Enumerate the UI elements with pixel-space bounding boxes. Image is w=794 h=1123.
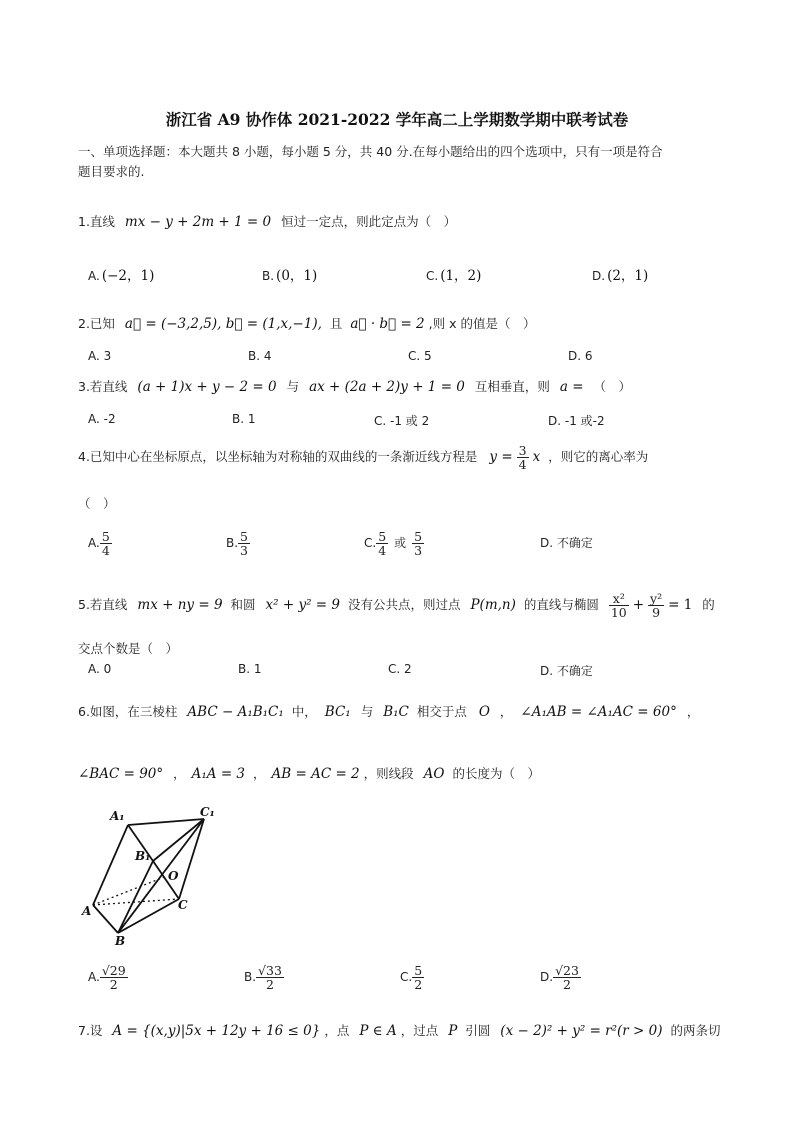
q5-option-c[interactable]: [388, 662, 412, 676]
fraction-denominator: 3: [240, 543, 248, 558]
option-fraction-2: [412, 530, 424, 557]
q6-line2-comma-2: ，: [253, 766, 266, 781]
label-c1: C₁: [200, 805, 215, 819]
q3-with: 与: [286, 379, 300, 394]
q6-comma-2: ，: [686, 704, 700, 719]
q1-expression: mx − y + 2m + 1 = 0: [124, 214, 272, 230]
question-3: [78, 377, 631, 395]
q6-comma: ，: [499, 704, 513, 719]
q4-fraction: [517, 444, 529, 471]
q3-option-b[interactable]: [232, 412, 256, 426]
fraction-denominator: 3: [414, 543, 423, 558]
option-fraction: [238, 530, 250, 557]
q7-expression-4: (x − 2)² + y² = r²(r > 0): [500, 1023, 663, 1039]
fraction-denominator: 4: [101, 543, 110, 558]
q7-mid: ，点: [324, 1023, 350, 1038]
q6-expression-2: BC₁: [324, 704, 351, 720]
fraction-numerator: √29: [101, 963, 126, 978]
fraction-numerator: 3: [518, 443, 527, 458]
q5-mid-3: 的直线与椭圆: [523, 597, 599, 612]
q6-expression-5: ∠A₁AB = ∠A₁AC = 60°: [520, 704, 677, 720]
q4-text: 4.已知中心在坐标原点，以坐标轴为对称轴的双曲线的一条渐近线方程是: [78, 449, 478, 464]
q1-option-b[interactable]: [262, 264, 317, 284]
option-label: C.: [408, 349, 421, 363]
q7-expression-2: P ∈ A: [359, 1023, 397, 1039]
label-b1: B₁: [135, 849, 151, 863]
option-fraction: [376, 530, 388, 557]
q5-suffix: 的: [702, 597, 715, 612]
q6-option-d[interactable]: [540, 964, 581, 991]
q3-suffix-2: （ ）: [593, 379, 632, 394]
q6-line-2: [78, 764, 540, 782]
section-instructions-line2: 题目要求的.: [78, 164, 145, 179]
fraction-denominator: 4: [518, 457, 527, 472]
option-label: B.: [226, 536, 239, 550]
option-label: C.: [426, 269, 439, 283]
option-label: C.: [364, 536, 377, 550]
fraction-denominator: 2: [563, 977, 571, 992]
q5-plus: +: [632, 597, 645, 613]
q3-expression-2: ax + (2a + 2)y + 1 = 0: [309, 379, 465, 395]
q1-option-c[interactable]: [426, 264, 481, 284]
option-value: 3: [103, 349, 112, 363]
option-value: 0: [103, 662, 112, 676]
fraction-denominator: 10: [610, 605, 627, 620]
section-instructions-line1: 一、单项选择题：本大题共 8 小题，每小题 5 分，共 40 分.在每小题给出的四个选项中，只有一项是符合: [78, 144, 663, 159]
q2-option-d[interactable]: [568, 349, 593, 363]
option-value: 1: [253, 662, 262, 676]
edge-c1-c: [179, 819, 204, 899]
option-label: D.: [568, 349, 582, 363]
q6-line2-expression-1: ∠BAC = 90°: [78, 766, 164, 782]
option-value: (0，1): [276, 268, 318, 284]
fraction-denominator: 2: [109, 977, 118, 992]
q6-option-c[interactable]: [400, 964, 424, 991]
q6-line2-suffix: 的长度为（ ）: [452, 766, 540, 781]
page-title: 浙江省 A9 协作体 2021-2022 学年高二上学期数学期中联考试卷: [165, 110, 629, 129]
q5-expression-3: P(m,n): [470, 597, 516, 613]
q6-expression-3: B₁C: [383, 704, 409, 720]
q6-mid: 中，: [291, 704, 317, 719]
q4-suffix: ，则它的离心率为: [548, 449, 649, 464]
fraction-numerator: 5: [378, 529, 387, 544]
edge-b1-c1: [153, 819, 204, 861]
q1-suffix: 恒过一定点，则此定点为（ ）: [281, 214, 457, 229]
q6-expression: ABC − A₁B₁C₁: [187, 704, 284, 720]
q6-line2-mid: ，则线段: [363, 766, 414, 781]
q5-prefix: 5.若直线: [78, 597, 128, 612]
option-value: 4: [263, 349, 272, 363]
option-value: -2: [103, 412, 116, 426]
q1-option-d[interactable]: [592, 264, 648, 284]
fraction-numerator: y²: [650, 591, 663, 606]
q4-option-b[interactable]: [226, 530, 250, 557]
option-or: 或: [394, 536, 407, 550]
q4-option-c[interactable]: [364, 530, 424, 557]
option-label: A.: [88, 349, 100, 363]
q5-and-circle: 和圆: [230, 597, 256, 612]
fraction-denominator: 2: [414, 977, 423, 992]
fraction-numerator: 5: [414, 529, 423, 544]
q4-expr-lhs: y =: [489, 449, 513, 465]
fraction-denominator: 2: [266, 977, 274, 992]
option-value: 1: [247, 412, 256, 426]
q6-line2-comma-1: ，: [173, 766, 186, 781]
q2-option-b[interactable]: [248, 349, 272, 363]
fraction-denominator: 4: [378, 543, 387, 558]
q5-mid-2: 没有公共点，则过点: [347, 597, 461, 612]
option-value: -1 或-2: [564, 414, 605, 428]
question-4: [78, 444, 648, 471]
diagonal-b-c1: [118, 819, 204, 933]
fraction-numerator: 5: [414, 963, 423, 978]
fraction-denominator: 9: [652, 605, 661, 620]
question-1: [78, 212, 456, 230]
question-2: [78, 314, 535, 332]
q4-option-a[interactable]: [88, 530, 112, 557]
question-5: [78, 592, 715, 619]
label-a1: A₁: [110, 809, 125, 823]
option-value: (−2，1): [101, 268, 155, 284]
q2-option-c[interactable]: [408, 349, 432, 363]
q7-prefix: 7.设: [78, 1023, 103, 1038]
option-fraction: [100, 530, 112, 557]
option-label: A.: [88, 412, 100, 426]
option-label: B.: [244, 970, 257, 984]
q5-expression-2: x² + y² = 9: [265, 597, 340, 613]
option-label: D.: [540, 664, 554, 678]
option-label: B.: [232, 412, 245, 426]
q3-option-d[interactable]: [548, 412, 605, 429]
q1-prefix: 1.直线: [78, 214, 115, 229]
q7-expression-3: P: [448, 1023, 458, 1039]
q5-line-2: 交点个数是（ ）: [78, 641, 179, 656]
q1-option-a[interactable]: [88, 264, 154, 284]
fraction-numerator: √23: [555, 963, 579, 978]
option-label: A.: [88, 662, 100, 676]
edge-a-b: [93, 905, 118, 933]
q4-expr-var: x: [532, 449, 541, 465]
option-value: (1，2): [440, 268, 482, 284]
q2-expression-2: a⃗ · b⃗ = 2: [350, 316, 425, 332]
fraction-numerator: x²: [609, 592, 629, 606]
question-7: [78, 1021, 721, 1039]
edge-a1-a: [93, 825, 128, 905]
option-label: B.: [238, 662, 251, 676]
q5-fraction-1: [609, 592, 629, 619]
q5-option-a[interactable]: [88, 662, 111, 676]
q2-and: 且: [329, 316, 343, 331]
option-label: D.: [540, 536, 554, 550]
option-value: 5: [424, 349, 432, 363]
edge-a1-c1: [128, 819, 204, 825]
q6-mid-2: 与: [360, 704, 374, 719]
option-value: 2: [404, 662, 412, 676]
option-fraction: [553, 964, 581, 991]
q6-expression-4: O: [478, 704, 490, 720]
option-label: B.: [248, 349, 261, 363]
hidden-edge-a-c: [93, 899, 179, 905]
q6-prefix: 6.如图，在三棱柱: [78, 704, 178, 719]
q4-paren: （ ）: [78, 496, 116, 511]
option-label: C.: [374, 414, 387, 428]
option-value: 6: [584, 349, 593, 363]
q3-expression-3: a =: [559, 379, 584, 395]
option-label: B.: [262, 269, 275, 283]
q2-expression: a⃗ = (−3,2,5), b⃗ = (1,x,−1),: [124, 316, 322, 332]
label-o: O: [168, 869, 179, 883]
edge-b1-b: [118, 861, 153, 933]
q7-suffix: 的两条切: [670, 1023, 721, 1038]
option-label: A.: [88, 269, 100, 283]
label-b: B: [115, 934, 126, 948]
q5-option-d[interactable]: [540, 662, 593, 679]
q7-expression: A = {(x,y)|5x + 12y + 16 ≤ 0}: [112, 1023, 321, 1039]
q2-suffix: ,则 x 的值是（ ）: [428, 316, 536, 331]
option-label: D.: [592, 269, 606, 283]
prism-figure: [80, 802, 230, 950]
option-value: (2，1): [607, 268, 649, 284]
option-label: A.: [88, 970, 100, 984]
q5-option-b[interactable]: [238, 662, 262, 676]
q6-option-b[interactable]: [244, 964, 284, 991]
option-label: D.: [540, 970, 554, 984]
q7-mid-2: ，过点: [400, 1023, 439, 1038]
q4-option-d[interactable]: [540, 534, 593, 551]
q2-option-a[interactable]: [88, 349, 111, 363]
option-fraction: [412, 964, 424, 991]
q3-option-c[interactable]: [374, 412, 429, 429]
option-value: -1 或 2: [390, 414, 430, 428]
option-label: C.: [400, 970, 413, 984]
option-label: A.: [88, 536, 100, 550]
option-label: D.: [548, 414, 562, 428]
question-6: [78, 702, 699, 720]
q3-suffix-1: 互相垂直，则: [474, 379, 550, 394]
q7-mid-3: 引圆: [465, 1023, 491, 1038]
q5-expression: mx + ny = 9: [137, 597, 223, 613]
label-c: C: [178, 898, 188, 912]
q3-prefix: 3.若直线: [78, 379, 128, 394]
q3-option-a[interactable]: [88, 412, 116, 426]
label-a: A: [82, 904, 92, 918]
q5-equals: = 1: [668, 597, 693, 613]
q6-line2-expression-2: A₁A = 3: [191, 766, 246, 782]
option-value: 不确定: [556, 536, 593, 550]
option-fraction: [100, 964, 128, 991]
option-fraction: [256, 964, 284, 991]
fraction-numerator: √33: [258, 963, 282, 978]
q3-expression: (a + 1)x + y − 2 = 0: [137, 379, 277, 395]
q2-prefix: 2.已知: [78, 316, 115, 331]
q6-option-a[interactable]: [88, 964, 128, 991]
q6-mid-3: 相交于点: [416, 704, 467, 719]
option-value: 不确定: [556, 664, 593, 678]
q5-fraction-2: [648, 592, 664, 619]
q6-line2-expression-3: AB = AC = 2: [271, 766, 360, 782]
q6-line2-expression-4: AO: [423, 766, 445, 782]
option-label: C.: [388, 662, 401, 676]
fraction-numerator: 5: [101, 529, 110, 544]
fraction-numerator: 5: [240, 529, 248, 544]
